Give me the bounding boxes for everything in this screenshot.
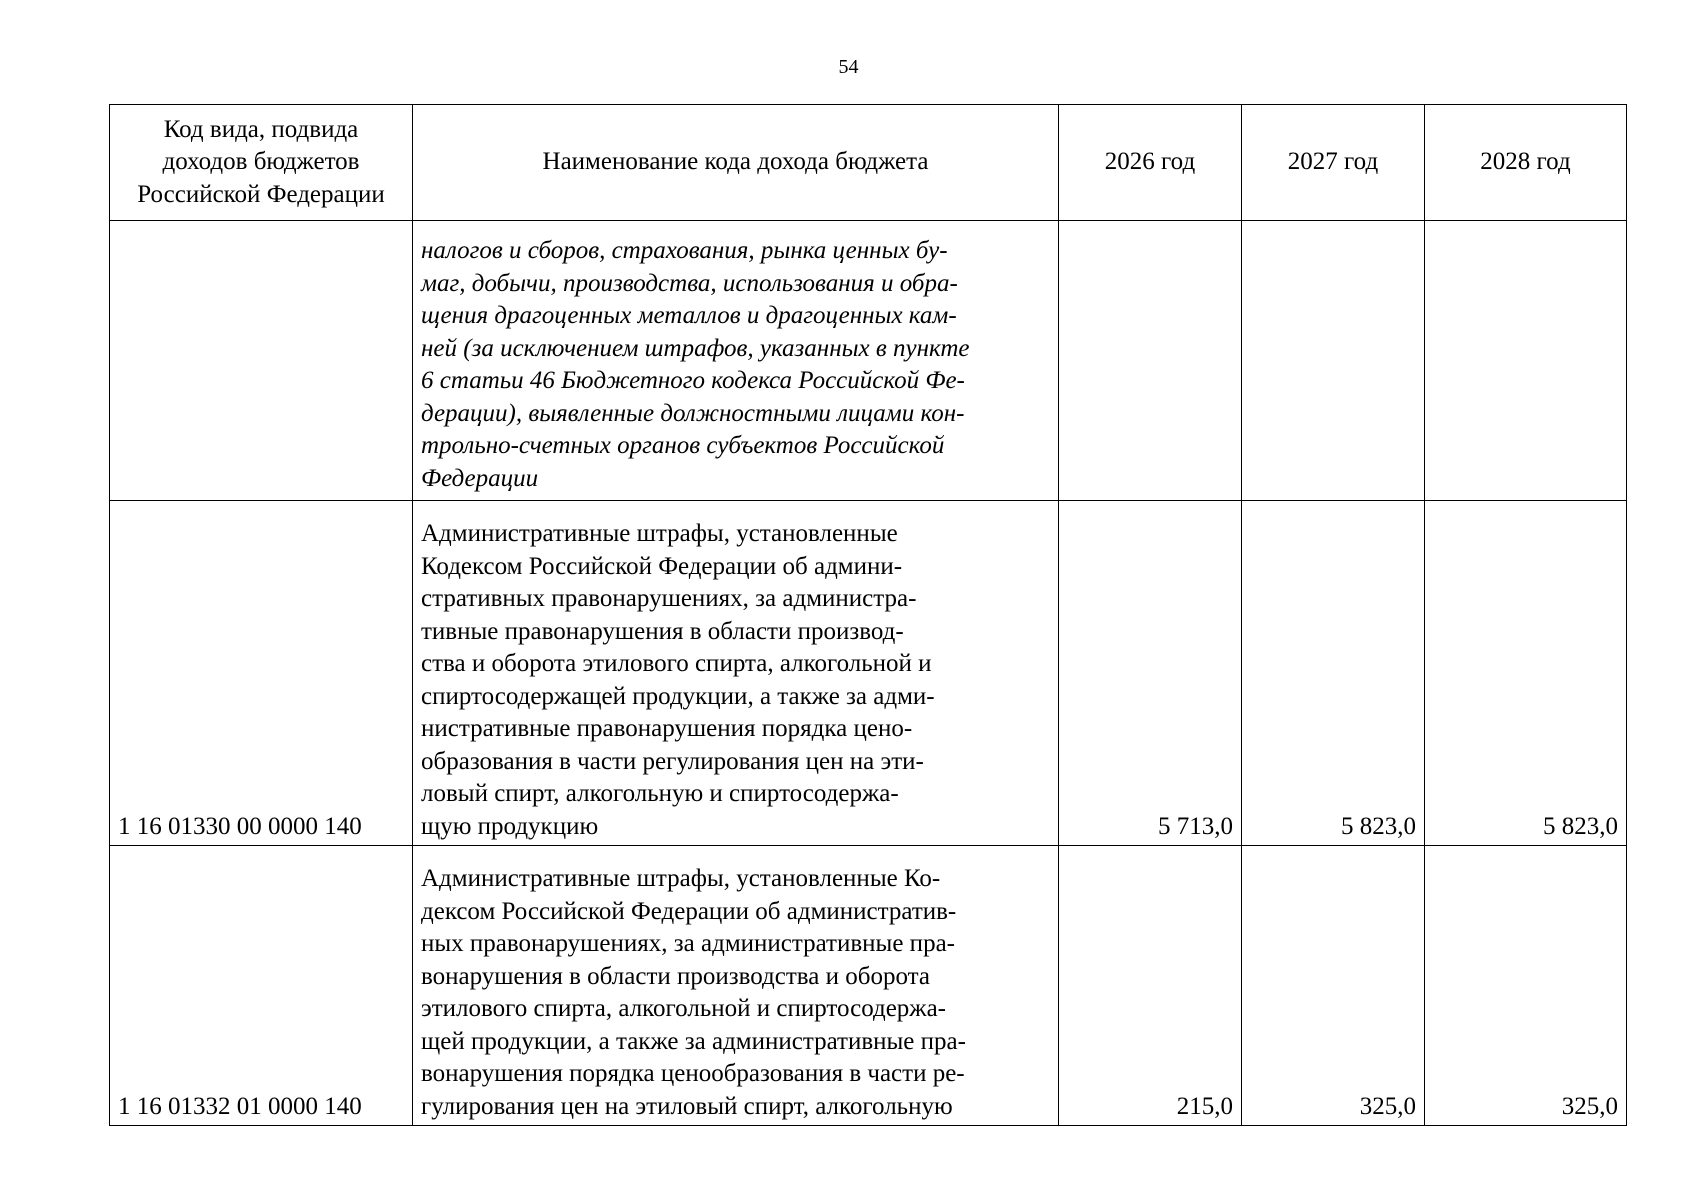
row-value-2026	[1059, 221, 1242, 501]
row-value-2026: 5 713,0	[1059, 501, 1242, 846]
header-code-line: Код вида, подвида	[163, 115, 359, 143]
row-value-2028: 5 823,0	[1425, 501, 1627, 846]
header-name: Наименование кода дохода бюджета	[413, 105, 1059, 221]
row-value-2028	[1425, 221, 1627, 501]
row-name-line: налогов и сборов, страхования, рынка ценных бу-	[421, 237, 948, 264]
table-row	[110, 221, 1627, 501]
header-year-2028: 2028 год	[1425, 105, 1627, 221]
row-value-2027: 5 823,0	[1242, 501, 1425, 846]
row-code	[110, 221, 413, 501]
page-number: 54	[838, 56, 859, 78]
row-code: 1 16 01332 01 0000 140	[110, 846, 413, 1126]
row-name-line: гулирования цен на этиловый спирт, алкогольную	[421, 1092, 953, 1120]
row-name-line: 6 статьи 46 Бюджетного кодекса Российской Фе-	[421, 367, 965, 394]
row-name-line: щую продукцию	[421, 812, 599, 840]
row-value-2027: 325,0	[1242, 846, 1425, 1126]
header-code	[110, 105, 413, 221]
row-value-2027	[1242, 221, 1425, 501]
row-name	[413, 846, 1059, 1126]
row-name-line: стративных правонарушениях, за администра-	[421, 585, 917, 612]
header-year-2026: 2026 год	[1059, 105, 1242, 221]
header-code-line: Российской Федерации	[137, 180, 385, 208]
budget-revenue-table	[109, 104, 1627, 1126]
row-value-2026: 215,0	[1059, 846, 1242, 1126]
header-code-line: доходов бюджетов	[162, 148, 360, 176]
row-name-line: ней (за исключением штрафов, указанных в пункте	[421, 334, 970, 362]
row-code: 1 16 01330 00 0000 140	[110, 501, 413, 846]
table-row	[110, 501, 1627, 846]
header-year-2027: 2027 год	[1242, 105, 1425, 221]
row-name-line: этилового спирта, алкогольной и спиртосодержа-	[421, 995, 946, 1022]
row-name-line: ных правонарушениях, за административные пра-	[421, 930, 955, 957]
row-name-line: Федерации	[421, 464, 539, 492]
row-name	[413, 501, 1059, 846]
row-name-line: дексом Российской Федерации об административ-	[421, 897, 957, 925]
row-name-line: дерации), выявленные должностными лицами кон-	[421, 399, 965, 427]
row-name-line: щей продукции, а также за административные пра-	[421, 1027, 966, 1055]
row-name-line: ства и оборота этилового спирта, алкогольной и	[421, 650, 932, 677]
row-value-2028: 325,0	[1425, 846, 1627, 1126]
row-name-line: вонарушения в области производства и оборота	[421, 962, 930, 990]
row-name-line: Административные штрафы, установленные Ко-	[421, 865, 941, 892]
row-name-line: маг, добычи, производства, использования и обра-	[421, 269, 958, 297]
row-name-line: Кодексом Российской Федерации об админи-	[421, 552, 903, 580]
row-name-line: ловый спирт, алкогольную и спиртосодержа-	[421, 780, 899, 807]
row-name-line: Административные штрафы, установленные	[421, 520, 898, 547]
table-row	[110, 846, 1627, 1126]
row-name-line: спиртосодержащей продукции, а также за адми-	[421, 682, 935, 710]
row-name-line: нистративные правонарушения порядка цено-	[421, 715, 913, 742]
table-header-row	[110, 105, 1627, 221]
row-name	[413, 221, 1059, 501]
row-name-line: образования в части регулирования цен на эти-	[421, 747, 924, 775]
row-name-line: тивные правонарушения в области производ-	[421, 617, 904, 645]
row-name-line: щения драгоценных металлов и драгоценных кам-	[421, 302, 957, 329]
row-name-line: трольно-счетных органов субъектов Российской	[421, 432, 945, 459]
row-name-line: вонарушения порядка ценообразования в части ре-	[421, 1060, 965, 1087]
